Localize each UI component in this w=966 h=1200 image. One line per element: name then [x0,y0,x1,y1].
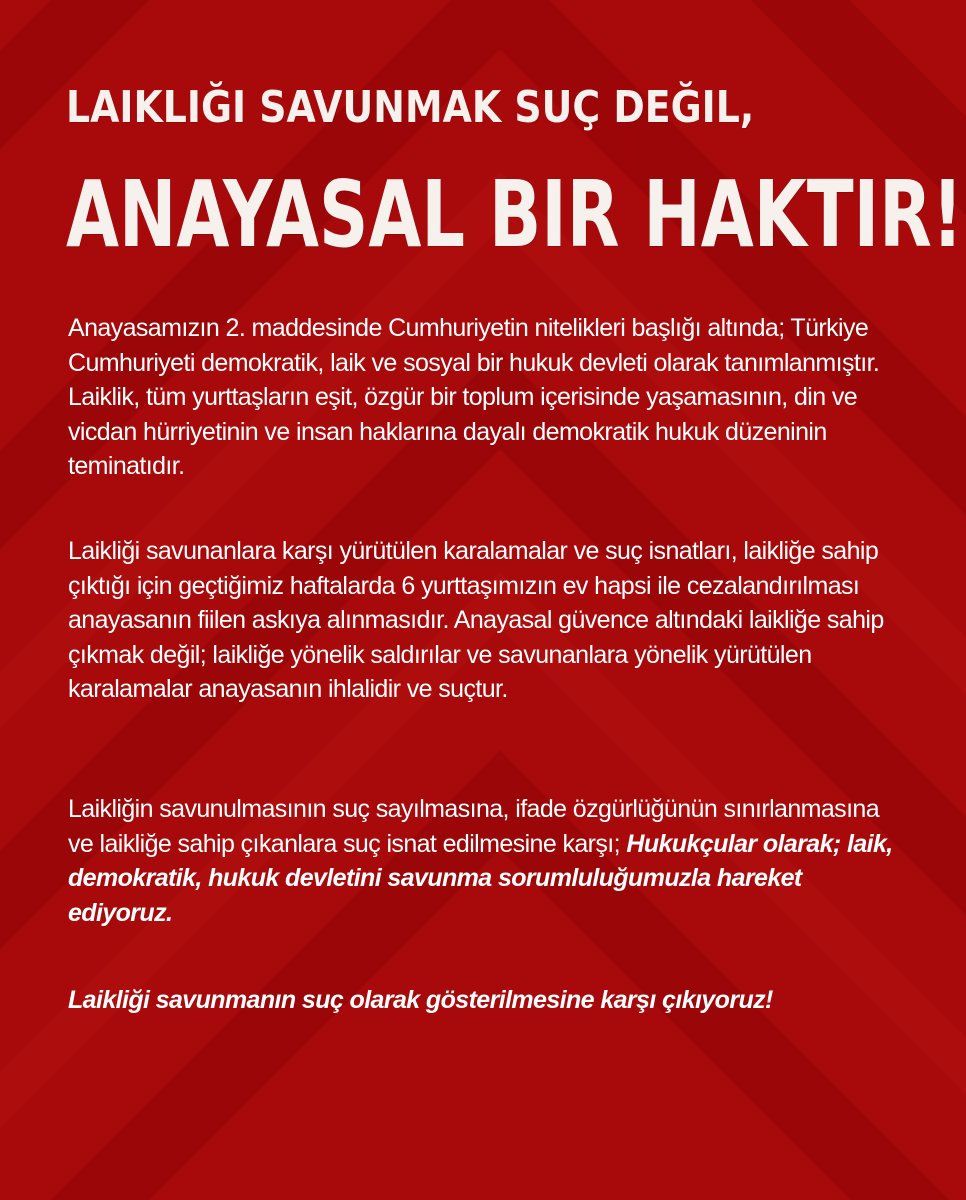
headline-line-2: ANAYASAL BIR HAKTIR! [66,161,964,268]
paragraph-lawyers-bold: Hukukçular olarak; laik, demokratik, hukuk devletini savunma sorumluluğumuzla hareket ediyoruz. [68,829,893,927]
paragraph-accusations: Laikliği savunanlara karşı yürütülen karalamalar ve suç isnatları, laikliğe sahip çıktığı için geçtiğimiz haftalarda 6 yurttaşımızın ev hapsi ile cezalandırılması anayasanın fiilen askıya alınmasıdır. Anayasal güvence altındaki laikliğe sahip çıkmak değil; laikliğe yönelik saldırılar ve savunanlara yönelik yürütülen karalamalar anayasanın ihlalidir ve suçtur. [68,537,884,703]
paragraph-lawyers [68,792,908,930]
paragraph-constitution: Anayasamızın 2. maddesinde Cumhuriyetin nitelikleri başlığı altında; Türkiye Cumhuriyeti demokratik, laik ve sosyal bir hukuk devleti olarak tanımlanmıştır. Laiklik, tüm yurttaşların eşit, özgür bir toplum içerisinde yaşamasının, din ve vicdan hürriyetinin ve insan haklarına dayalı demokratik hukuk düzeninin teminatıdır. [68,314,880,480]
closing-statement: Laikliği savunmanın suç olarak gösterilmesine karşı çıkıyoruz! [68,986,773,1014]
paragraph-lawyers-regular: Laikliğin savunulmasının suç sayılmasına, ifade özgürlüğünün sınırlanmasına ve laikliğe sahip çıkanlara suç isnat edilmesine karşı; [68,795,880,858]
headline-line-1: LAIKLIĞI SAVUNMAK SUÇ DEĞIL, [66,82,755,133]
